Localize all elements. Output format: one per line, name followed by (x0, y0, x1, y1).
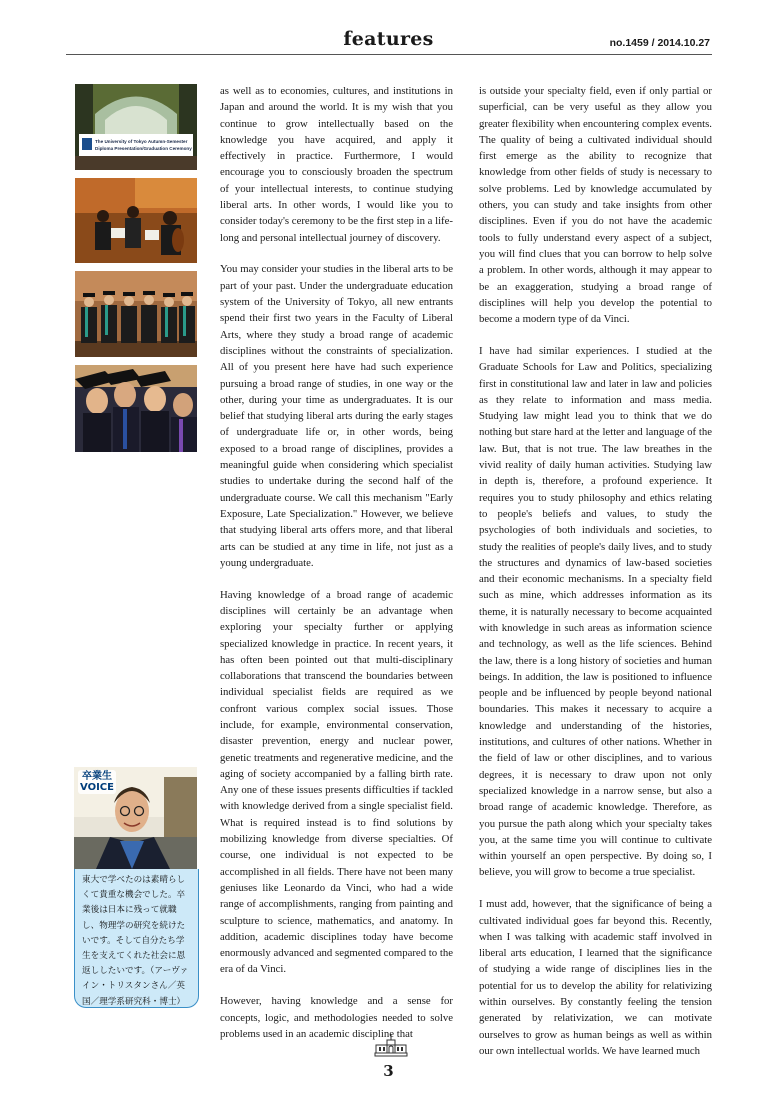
paragraph: as well as to economies, cultures, and institutions in Japan and around the world. It is my wish that you continue to grow intellectually based on the knowledge you have acquired, and apply it effectively in practice. Furthermore, I would encourage you to consciously broaden the spectrum of your intellectual interests, to continue studying liberal arts. In other words, I would like you to consider today's ceremony to be the first step in a life-long and personal intellectual journey of discovery. (220, 85, 453, 244)
voice-label-japanese: 卒業生 (82, 771, 112, 782)
graduate-portrait-photo (74, 767, 197, 869)
university-building-icon (374, 1033, 408, 1059)
paragraph: I must add, however, that the significance of being a cultivated individual goes far beyond this. Recently, when I was talking with academic staff involved in liberal arts education, I learned that the significance of studying a wide range of disciplines lies in the potential for us to develop the ability for relativizing within ourselves. By constantly feeling the tension generated by relativization, we can motivate ourselves to grow as human beings as well as within our own intellectual worlds. We have learned much (479, 898, 712, 1057)
voice-label (78, 770, 116, 794)
paragraph: However, having knowledge and a sense for concepts, logic, and methodologies needed to solve problems used in an academic discipline that (220, 995, 453, 1040)
article-column-1 (220, 83, 453, 1058)
ceremony-gate-photo (75, 84, 197, 170)
photo-caption-line1: The University of Tokyo Autumn-Semester (95, 139, 188, 144)
section-title: features (343, 28, 434, 50)
header-divider (66, 54, 712, 55)
voice-label-english: VOICE (80, 782, 114, 793)
paragraph: I have had similar experiences. I studied at the Graduate Schools for Law and Politics, specializing first in constitutional law and later in law and policies as they relate to information and mass media. Studying law might lead you to think that we do nothing but stare hard at the letter and language of the law. But, that is not true. The law breathes in the vivid reality of daily human activities. Studying law in depth is, therefore, a profound experience. It requires you to study philosophy and ethics relating to people's beliefs and values, to study the psychologies of both individuals and societies, to study the realities of people's daily lives, and to study the structures and dynamics of law-based societies and their economic mechanisms. In a specialty field such as mine, which addresses information as its theme, it is naturally necessary to become acquainted with knowledge in such areas as information science and technology, as well as the life sciences. Behind the law, there is a long history of societies and human beings. In addition, the law is positioned to influence people and be influenced by people beyond national boundaries. This makes it necessary to acquire a knowledge and understanding of the histories, institutions, and cultures of other nations. Whether in the field of law or other disciplines, and to various degrees, it is necessary to draw upon not only specialized knowledge in a narrow sense, but also a broad range of academic knowledge. Therefore, as you pursue the path along which your specialty takes you, at the same time you will continue to cultivate within yourself an open perspective. By doing so, I believe, you will grow to become a true specialist. (479, 344, 712, 879)
graduates-on-stage-photo (75, 271, 197, 357)
paragraph: Having knowledge of a broad range of academic disciplines will certainly be an advantage when exploring your specialty further or applying specialized knowledge in practice. In recent years, it has often been pointed out that multi-disciplinary collaborations that transcend the boundaries between individual specialist fields are required as we confront various complex social issues. Those include, for example, environmental conservation, disaster prevention, energy and nuclear power, genetic treatments and regenerative medicine, and the aging of society accompanied by a falling birth rate. Any one of these issues presents difficulties if tackled with knowledge derived from a single specialist field. What is required instead is to find solutions by mobilizing knowledge from diverse specialties. Of course, one individual is not expected to be accomplished in all fields. There have not been many geniuses like Leonardo da Vinci, who had a wide range of accomplishments, ranging from painting and sculpture to science, mathematics, and anatomy. In addition, academic disciplines today have become enormously advanced and segmented compared to the era of da Vinci. (220, 588, 453, 976)
voice-quote: 東大で学べたのは素晴らしくて貴重な機会でした。卒業後は日本に残って就職し、物理学の研究を続けたいです。そして自分たち学生を支えてくれた社会に恩返ししたいです。（アーヴァイン・トリスタンさん／英国／理学系研究科・博士） (74, 869, 199, 1008)
paragraph: You may consider your studies in the liberal arts to be part of your past. Under the undergraduate education system of the University of Tokyo, all new entrants spend their first two years in the Faculty of Liberal Arts, where they study a broad range of academic disciplines without the constraints of specialization. All of you present here have had such experience pursuing a broad range of studies, in one way or the other, during your time as undergraduates. It is our belief that studying liberal arts during the early stages of undergraduate life or, in other words, being exposed to a broad range of disciplines, provides a meaningful guide when considering which specialist studies to undertake during the second half of the undergraduate course. We call this mechanism "Early Exposure, Late Specialization." However, we believe that studying liberal arts offers more, and that liberal arts can be studied at any time in life, not just as a young undergraduate. (220, 263, 453, 569)
paragraph: is outside your specialty field, even if only partial or superficial, can be very useful as they allow you greater flexibility when encountering complex events. The quality of being a cultivated individual should first emerge as the ability to recognize that knowledge from other fields of study is necessary to solve problems. Led by knowledge accumulated by others, you can study and take insights from other disciplines. Even if you do not have the academic tools to fully understand every aspect of a subject, you will find clues that you can borrow to help solve a problem. In other words, although it may appear to be an exaggeration, studying a broad range of disciplines will help you develop the potential to become a modern type of da Vinci. (479, 85, 712, 326)
page-number: 3 (383, 1062, 394, 1080)
graduates-audience-photo (75, 365, 197, 452)
graduate-voice-box (74, 767, 197, 1011)
article-column-2 (479, 83, 712, 1075)
issue-number: no.1459 / 2014.10.27 (609, 37, 710, 49)
photo-caption-line2: Diploma Presentation/Graduation Ceremony (95, 146, 192, 151)
orchestra-photo (75, 178, 197, 263)
